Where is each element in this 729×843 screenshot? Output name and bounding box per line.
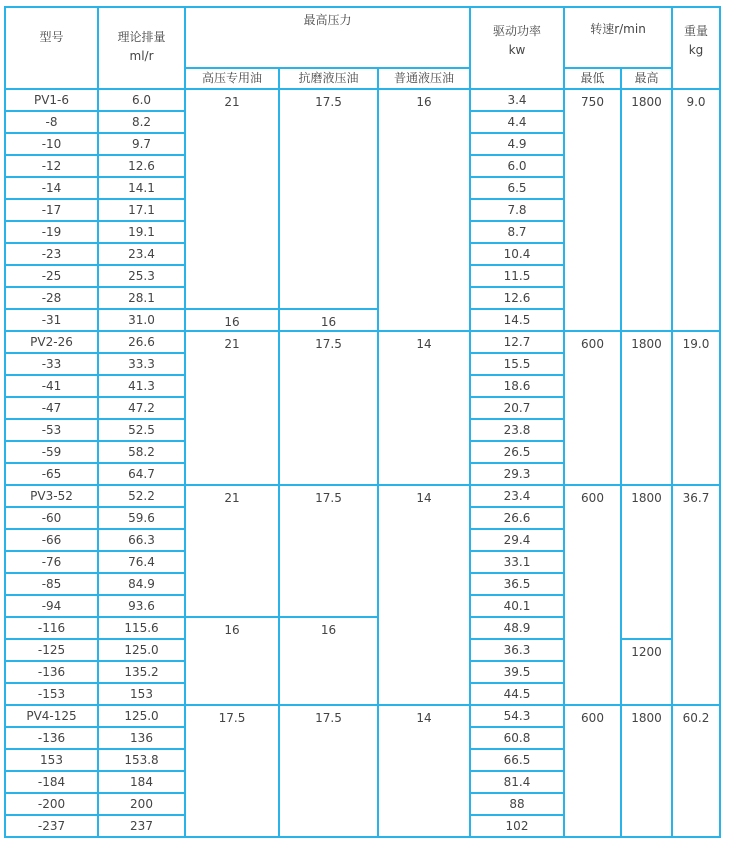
- displacement-cell: 47.2: [98, 397, 185, 419]
- displacement-cell: 153.8: [98, 749, 185, 771]
- drive-power-cell: 66.5: [470, 749, 564, 771]
- displacement-cell: 14.1: [98, 177, 185, 199]
- displacement-cell: 28.1: [98, 287, 185, 309]
- speed-max-cell: 1800: [621, 705, 672, 837]
- drive-power-cell: 14.5: [470, 309, 564, 331]
- pressure-high-cell: 16: [185, 617, 279, 705]
- header-max-pressure: 最高压力: [185, 7, 470, 68]
- model-cell: PV2-26: [5, 331, 98, 353]
- header-speed-min: 最低: [564, 68, 621, 89]
- model-cell: -10: [5, 133, 98, 155]
- drive-power-cell: 26.6: [470, 507, 564, 529]
- drive-power-cell: 11.5: [470, 265, 564, 287]
- speed-max-cell: 1800: [621, 331, 672, 485]
- displacement-cell: 136: [98, 727, 185, 749]
- pressure-antiwear-cell: 17.5: [279, 89, 378, 309]
- displacement-cell: 52.2: [98, 485, 185, 507]
- drive-power-cell: 40.1: [470, 595, 564, 617]
- pressure-normal-cell: 16: [378, 89, 470, 331]
- header-model: 型号: [5, 7, 98, 89]
- model-cell: -237: [5, 815, 98, 837]
- model-cell: -19: [5, 221, 98, 243]
- pressure-high-cell: 21: [185, 485, 279, 617]
- pressure-normal-cell: 14: [378, 485, 470, 705]
- model-cell: -8: [5, 111, 98, 133]
- displacement-cell: 41.3: [98, 375, 185, 397]
- model-cell: -41: [5, 375, 98, 397]
- weight-cell: 60.2: [672, 705, 720, 837]
- drive-power-cell: 102: [470, 815, 564, 837]
- pressure-high-cell: 16: [185, 309, 279, 331]
- drive-power-cell: 54.3: [470, 705, 564, 727]
- drive-power-cell: 3.4: [470, 89, 564, 111]
- displacement-cell: 9.7: [98, 133, 185, 155]
- displacement-cell: 76.4: [98, 551, 185, 573]
- header-displacement: 理论排量 ml/r: [98, 7, 185, 89]
- table-row: [5, 331, 720, 353]
- drive-power-cell: 23.8: [470, 419, 564, 441]
- drive-power-cell: 36.3: [470, 639, 564, 661]
- header-pressure-high: 高压专用油: [185, 68, 279, 89]
- pressure-normal-cell: 14: [378, 705, 470, 837]
- model-cell: -136: [5, 661, 98, 683]
- displacement-cell: 66.3: [98, 529, 185, 551]
- model-cell: -85: [5, 573, 98, 595]
- drive-power-cell: 36.5: [470, 573, 564, 595]
- model-cell: -125: [5, 639, 98, 661]
- displacement-cell: 19.1: [98, 221, 185, 243]
- header-speed: 转速r/min: [564, 7, 672, 68]
- drive-power-cell: 23.4: [470, 485, 564, 507]
- speed-min-cell: 750: [564, 89, 621, 331]
- pump-spec-table: [4, 6, 721, 838]
- drive-power-cell: 15.5: [470, 353, 564, 375]
- displacement-cell: 125.0: [98, 705, 185, 727]
- displacement-cell: 125.0: [98, 639, 185, 661]
- displacement-cell: 26.6: [98, 331, 185, 353]
- drive-power-cell: 88: [470, 793, 564, 815]
- model-cell: -76: [5, 551, 98, 573]
- drive-power-cell: 60.8: [470, 727, 564, 749]
- displacement-cell: 25.3: [98, 265, 185, 287]
- header-drive-power: 驱动功率 kw: [470, 7, 564, 89]
- displacement-cell: 17.1: [98, 199, 185, 221]
- speed-max-cell: 1200: [621, 639, 672, 705]
- drive-power-cell: 29.3: [470, 463, 564, 485]
- displacement-cell: 64.7: [98, 463, 185, 485]
- model-cell: -28: [5, 287, 98, 309]
- speed-min-cell: 600: [564, 705, 621, 837]
- model-cell: -116: [5, 617, 98, 639]
- displacement-cell: 8.2: [98, 111, 185, 133]
- pressure-high-cell: 21: [185, 331, 279, 485]
- speed-min-cell: 600: [564, 331, 621, 485]
- model-cell: -14: [5, 177, 98, 199]
- drive-power-cell: 81.4: [470, 771, 564, 793]
- model-cell: -47: [5, 397, 98, 419]
- model-cell: -65: [5, 463, 98, 485]
- header-speed-max: 最高: [621, 68, 672, 89]
- table-row: [5, 89, 720, 111]
- header-weight: 重量 kg: [672, 7, 720, 89]
- pressure-normal-cell: 14: [378, 331, 470, 485]
- drive-power-cell: 33.1: [470, 551, 564, 573]
- displacement-cell: 6.0: [98, 89, 185, 111]
- displacement-cell: 115.6: [98, 617, 185, 639]
- drive-power-cell: 18.6: [470, 375, 564, 397]
- header-pressure-normal: 普通液压油: [378, 68, 470, 89]
- drive-power-cell: 39.5: [470, 661, 564, 683]
- speed-max-cell: 1800: [621, 485, 672, 639]
- displacement-cell: 184: [98, 771, 185, 793]
- header-pressure-antiwear: 抗磨液压油: [279, 68, 378, 89]
- model-cell: -153: [5, 683, 98, 705]
- drive-power-cell: 20.7: [470, 397, 564, 419]
- displacement-cell: 59.6: [98, 507, 185, 529]
- drive-power-cell: 6.5: [470, 177, 564, 199]
- model-cell: -31: [5, 309, 98, 331]
- displacement-cell: 12.6: [98, 155, 185, 177]
- model-cell: PV4-125: [5, 705, 98, 727]
- drive-power-cell: 12.7: [470, 331, 564, 353]
- drive-power-cell: 7.8: [470, 199, 564, 221]
- displacement-cell: 52.5: [98, 419, 185, 441]
- displacement-cell: 237: [98, 815, 185, 837]
- model-cell: -60: [5, 507, 98, 529]
- model-cell: -17: [5, 199, 98, 221]
- displacement-cell: 33.3: [98, 353, 185, 375]
- drive-power-cell: 4.9: [470, 133, 564, 155]
- displacement-cell: 58.2: [98, 441, 185, 463]
- model-cell: -66: [5, 529, 98, 551]
- model-cell: -12: [5, 155, 98, 177]
- pressure-high-cell: 17.5: [185, 705, 279, 837]
- model-cell: -200: [5, 793, 98, 815]
- pressure-antiwear-cell: 17.5: [279, 705, 378, 837]
- model-cell: -23: [5, 243, 98, 265]
- drive-power-cell: 12.6: [470, 287, 564, 309]
- pressure-antiwear-cell: 16: [279, 617, 378, 705]
- model-cell: 153: [5, 749, 98, 771]
- speed-max-cell: 1800: [621, 89, 672, 331]
- table-row: [5, 485, 720, 507]
- displacement-cell: 93.6: [98, 595, 185, 617]
- model-cell: PV3-52: [5, 485, 98, 507]
- model-cell: PV1-6: [5, 89, 98, 111]
- pressure-high-cell: 21: [185, 89, 279, 309]
- model-cell: -136: [5, 727, 98, 749]
- pressure-antiwear-cell: 16: [279, 309, 378, 331]
- table-row: [5, 705, 720, 727]
- drive-power-cell: 48.9: [470, 617, 564, 639]
- displacement-cell: 23.4: [98, 243, 185, 265]
- model-cell: -59: [5, 441, 98, 463]
- weight-cell: 9.0: [672, 89, 720, 331]
- pressure-antiwear-cell: 17.5: [279, 485, 378, 617]
- model-cell: -53: [5, 419, 98, 441]
- displacement-cell: 135.2: [98, 661, 185, 683]
- speed-min-cell: 600: [564, 485, 621, 705]
- model-cell: -184: [5, 771, 98, 793]
- drive-power-cell: 26.5: [470, 441, 564, 463]
- displacement-cell: 31.0: [98, 309, 185, 331]
- drive-power-cell: 44.5: [470, 683, 564, 705]
- drive-power-cell: 10.4: [470, 243, 564, 265]
- drive-power-cell: 8.7: [470, 221, 564, 243]
- weight-cell: 36.7: [672, 485, 720, 705]
- model-cell: -25: [5, 265, 98, 287]
- drive-power-cell: 6.0: [470, 155, 564, 177]
- model-cell: -94: [5, 595, 98, 617]
- model-cell: -33: [5, 353, 98, 375]
- displacement-cell: 200: [98, 793, 185, 815]
- drive-power-cell: 29.4: [470, 529, 564, 551]
- displacement-cell: 84.9: [98, 573, 185, 595]
- weight-cell: 19.0: [672, 331, 720, 485]
- displacement-cell: 153: [98, 683, 185, 705]
- drive-power-cell: 4.4: [470, 111, 564, 133]
- pressure-antiwear-cell: 17.5: [279, 331, 378, 485]
